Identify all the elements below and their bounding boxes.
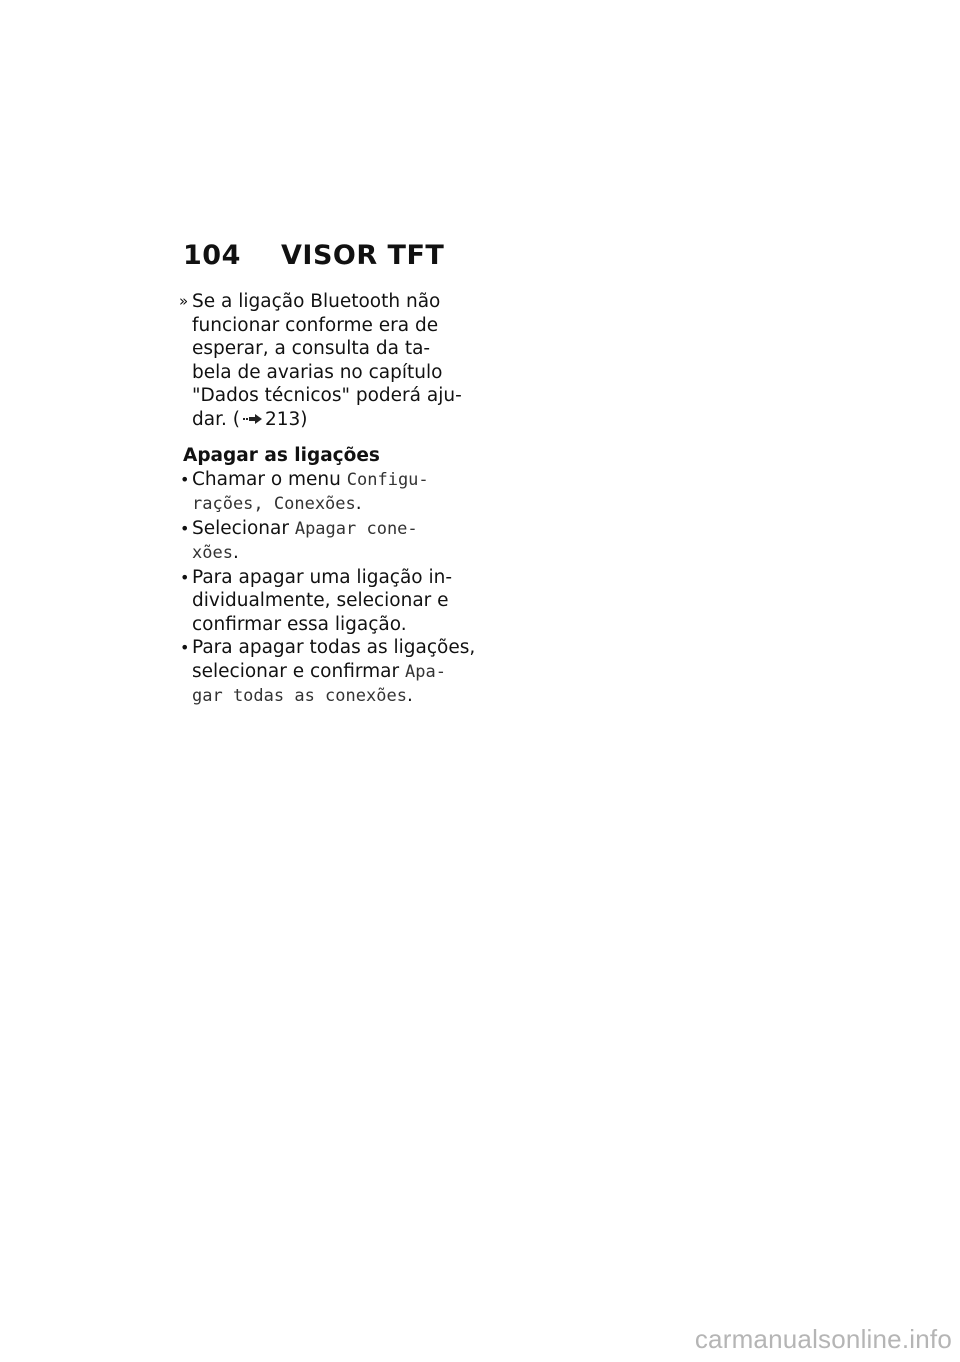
bullet: • (180, 469, 190, 489)
bullet: • (180, 638, 190, 657)
footer-watermark: carmanualsonline.info (694, 1324, 952, 1354)
menu-option: Apa- (404, 661, 446, 682)
page-reference-arrow-icon (243, 413, 263, 425)
step-text: Chamar o menu (192, 468, 347, 490)
result-line: bela de avarias no capítulo (192, 361, 443, 383)
step-item (180, 636, 480, 709)
step-item (180, 468, 480, 517)
menu-option: gar todas as conexões (192, 686, 407, 706)
step-text: Para apagar uma ligação in- (192, 566, 453, 588)
result-line-last (192, 408, 480, 432)
page-content (180, 290, 480, 709)
page-header (183, 240, 444, 271)
bullet: • (180, 567, 190, 587)
bullet: • (180, 518, 190, 538)
result-note (180, 290, 480, 431)
menu-option: xões (192, 543, 233, 563)
result-line: "Dados técnicos" poderá aju- (192, 385, 462, 406)
step-text: Para apagar todas as ligações, (192, 637, 476, 658)
result-line: funcionar conforme era de (192, 314, 439, 336)
step-text: . (406, 685, 413, 706)
step-item (180, 566, 480, 637)
step-text: . (355, 493, 362, 514)
result-line: esperar, a consulta da ta- (192, 338, 431, 359)
section-title: Apagar as ligações (183, 445, 380, 466)
menu-path: rações, Conexões (192, 494, 356, 514)
step-item (180, 517, 480, 566)
menu-path: Configu- (346, 469, 429, 490)
step-text: dividualmente, selecionar e (192, 590, 449, 611)
step-text: selecionar e confirmar (192, 660, 405, 682)
result-line: Se a ligação Bluetooth não (192, 291, 441, 312)
page-title: VISOR TFT (281, 240, 445, 271)
page-number: 104 (183, 240, 241, 271)
page-reference-link[interactable]: 213) (264, 408, 308, 430)
result-line-text: dar. ( (192, 408, 240, 430)
result-marker: » (179, 292, 189, 310)
step-text: confirmar essa ligação. (192, 613, 407, 635)
step-text: . (232, 542, 239, 563)
step-text: Selecionar (192, 517, 295, 539)
menu-option: Apagar cone- (294, 518, 418, 539)
